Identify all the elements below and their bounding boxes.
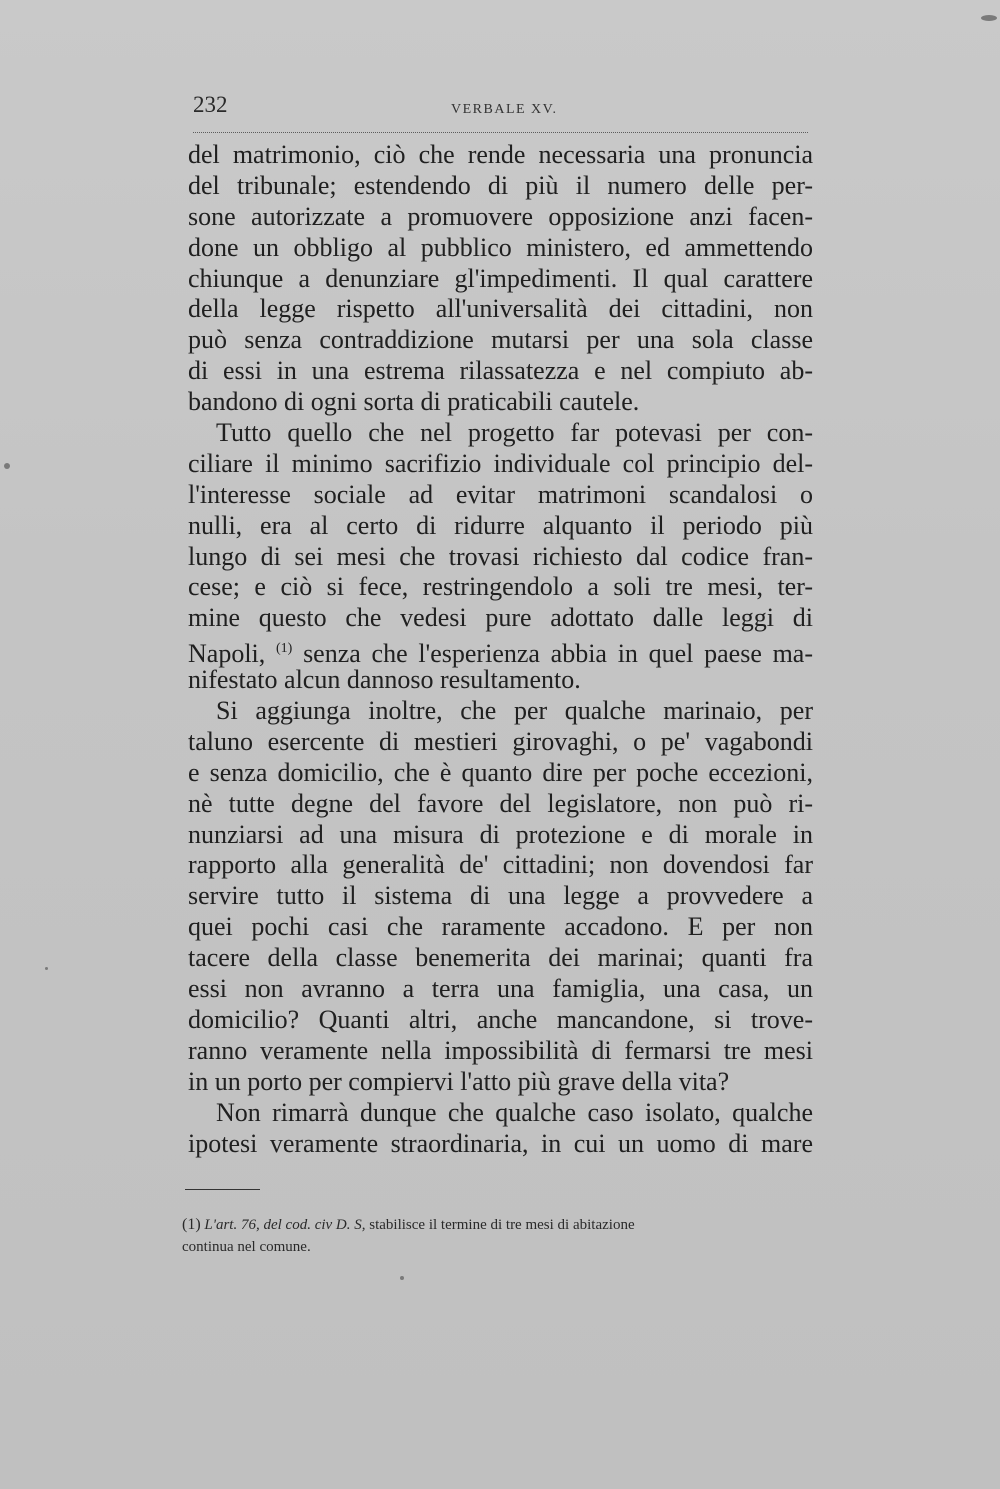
paper-speck xyxy=(400,1276,404,1280)
footnote xyxy=(182,1214,812,1258)
text-line: servire tutto il sistema di una legge a provvedere a xyxy=(188,881,813,911)
text-line: l'interesse sociale ad evitar matrimoni scandalosi o xyxy=(188,479,813,509)
text-line: Non rimarrà dunque che qualche caso isolato, qualche xyxy=(216,1097,813,1127)
footnote-line: continua nel comune. xyxy=(182,1239,311,1255)
text-line: chiunque a denunziare gl'impedimenti. Il qual carattere xyxy=(188,263,813,293)
text-line-with-footnote xyxy=(188,634,814,669)
footnote-reference: (1) xyxy=(276,641,293,657)
page-number: 232 xyxy=(193,92,228,117)
paper-speck xyxy=(45,967,48,970)
text-line: done un obbligo al pubblico ministero, ed ammettendo xyxy=(188,232,813,262)
text-line: ranno veramente nella impossibilità di fermarsi tre mesi xyxy=(188,1035,813,1065)
paragraph xyxy=(188,418,813,696)
footnote-line xyxy=(182,1214,812,1236)
text-line: e senza domicilio, che è quanto dire per poche eccezioni, xyxy=(188,757,813,787)
text-line: della legge rispetto all'universalità dei cittadini, non xyxy=(188,294,813,324)
text-line: lungo di sei mesi che trovasi richiesto dal codice fran- xyxy=(188,541,813,571)
text-line: cese; e ciò si fece, restringendolo a soli tre mesi, ter- xyxy=(188,572,813,602)
text-line: Si aggiunga inoltre, che per qualche marinaio, per xyxy=(216,696,813,726)
text-line: bandono di ogni sorta di praticabili cautele. xyxy=(188,387,640,417)
text-line: del matrimonio, ciò che rende necessaria una pronuncia xyxy=(188,140,813,169)
paper-speck xyxy=(981,15,997,21)
text-line: domicilio? Quanti altri, anche mancandone, si trove- xyxy=(188,1004,813,1034)
paper-speck xyxy=(4,463,10,469)
text-line: ciliare il minimo sacrifizio individuale col principio del- xyxy=(188,448,813,478)
text-line: rapporto alla generalità de' cittadini; non dovendosi far xyxy=(188,850,813,880)
running-head xyxy=(193,92,808,133)
text-line: in un porto per compiervi l'atto più grave della vita? xyxy=(188,1066,730,1096)
footnote-text: stabilisce il termine di tre mesi di abitazione xyxy=(369,1217,635,1233)
text-line: sone autorizzate a promuovere opposizione anzi facen- xyxy=(188,201,813,231)
body-text xyxy=(188,140,813,1159)
text-line: taluno esercente di mestieri girovaghi, o pe' vagabondi xyxy=(188,726,813,756)
footnote-marker: (1) xyxy=(182,1216,201,1233)
text-fragment: senza che l'esperienza abbia in quel paese ma- xyxy=(303,639,814,669)
text-line: del tribunale; estendendo di più il numero delle per- xyxy=(188,170,813,200)
text-line: mine questo che vedesi pure adottato dalle leggi di xyxy=(188,603,813,633)
text-line: quei pochi casi che raramente accadono. E per non xyxy=(188,912,813,942)
paragraph xyxy=(188,696,813,1098)
text-line: tacere della classe benemerita dei marinai; quanti fra xyxy=(188,943,813,973)
footnote-reference-text: L'art. 76, del cod. civ D. S, xyxy=(204,1217,366,1233)
footnote-rule xyxy=(185,1189,260,1190)
text-line: può senza contraddizione mutarsi per una sola classe xyxy=(188,325,813,355)
text-line: nifestato alcun dannoso resultamento. xyxy=(188,665,581,695)
text-line: nunziarsi ad una misura di protezione e di morale in xyxy=(188,819,813,849)
text-fragment: Napoli, xyxy=(188,639,266,669)
text-line: ipotesi veramente straordinaria, in cui un uomo di mare xyxy=(188,1128,813,1158)
text-line: Tutto quello che nel progetto far potevasi per con- xyxy=(216,418,813,448)
text-line: di essi in una estrema rilassatezza e nel compiuto ab- xyxy=(188,356,813,386)
paragraph xyxy=(188,140,813,418)
text-line: nè tutte degne del favore del legislatore, non può ri- xyxy=(188,788,813,818)
text-line: nulli, era al certo di ridurre alquanto il periodo più xyxy=(188,510,813,540)
paragraph xyxy=(188,1098,813,1160)
text-line: essi non avranno a terra una famiglia, una casa, un xyxy=(188,974,813,1004)
running-head-title: VERBALE XV. xyxy=(451,102,558,117)
